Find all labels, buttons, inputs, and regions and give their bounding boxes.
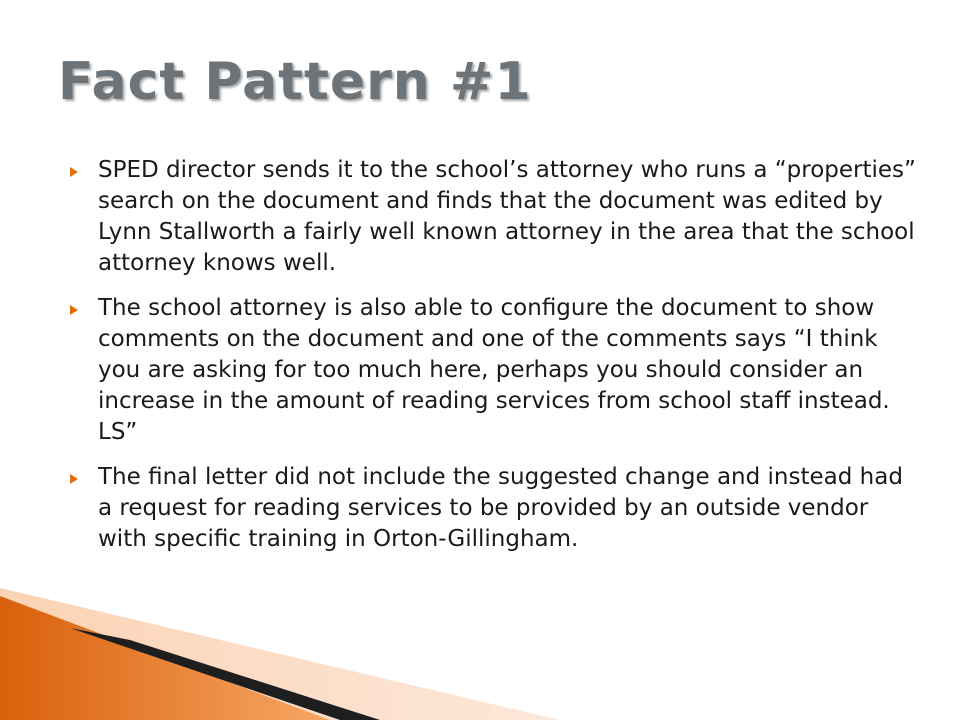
bullet-text: SPED director sends it to the school’s attorney who runs a “properties” search on the document and finds that the document was edited by Lynn Stallworth a fairly well known attorney in the area that the school attorney knows well. [98, 157, 916, 276]
bullet-text: The final letter did not include the suggested change and instead had a request for reading services to be provided by an outside vendor with specific training in Orton-Gillingham. [98, 464, 903, 552]
orange-swoosh [0, 596, 330, 720]
bullet-text: The school attorney is also able to configure the document to show comments on the document and one of the comments says “I think you are asking for too much here, perhaps you should consider an increase in the amount of reading services from school staff instead. LS” [98, 295, 890, 445]
triangle-bullet-icon [70, 167, 78, 177]
dark-swoosh [70, 628, 380, 720]
bullet-list [70, 155, 920, 569]
bullet-item [70, 155, 920, 279]
triangle-bullet-icon [70, 474, 78, 484]
bullet-item [70, 462, 920, 555]
bullet-item [70, 293, 920, 448]
slide-title: Fact Pattern #1 [58, 52, 532, 112]
triangle-bullet-icon [70, 305, 78, 315]
peach-swoosh [0, 588, 560, 720]
